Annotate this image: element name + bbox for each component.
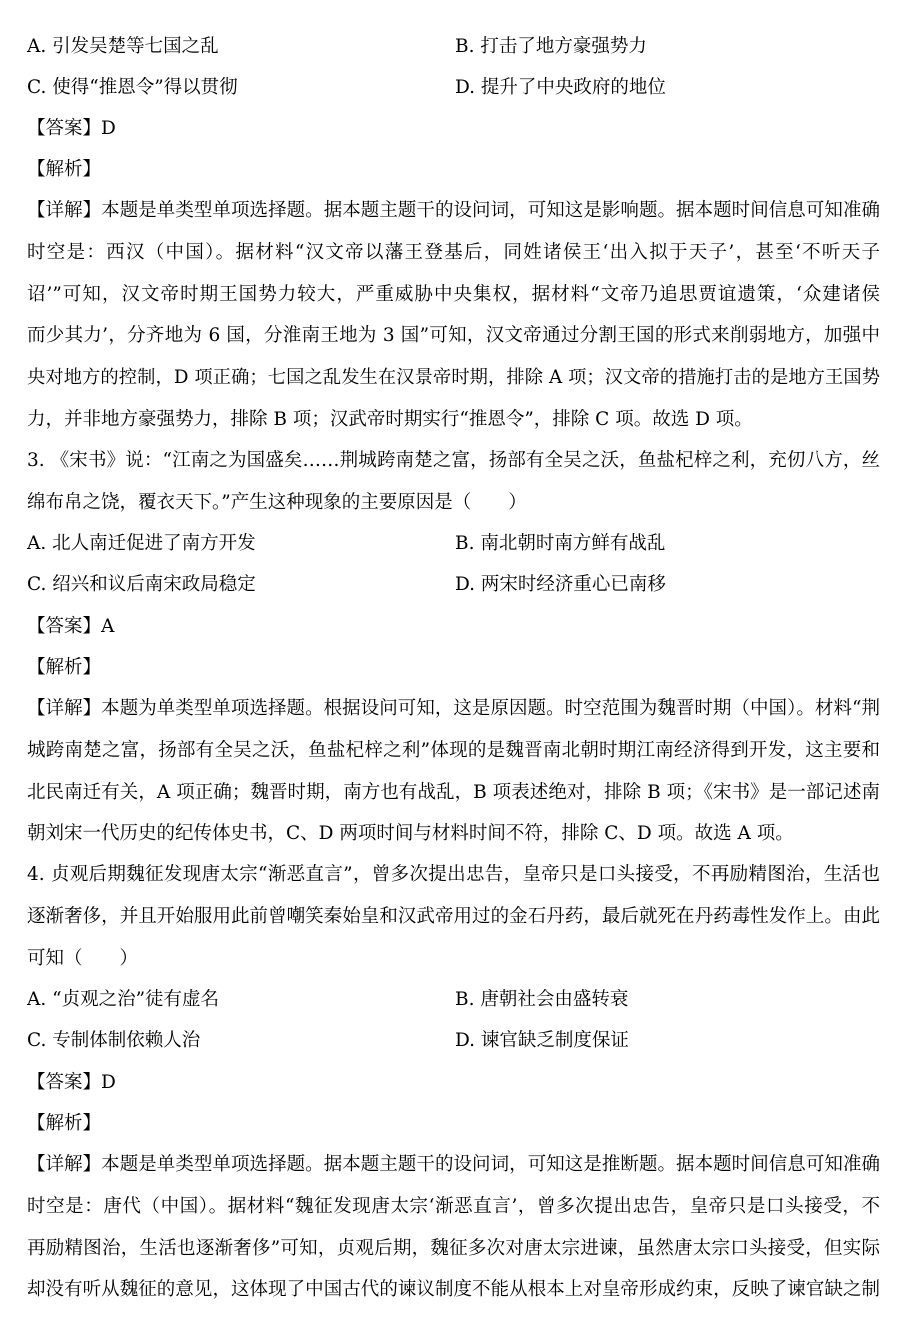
q3-detail-line: 城跨南楚之富，扬部有全吴之沃，鱼盐杞梓之利”体现的是魏晋南北朝时期江南经济得到开发，这主要和 [27,740,880,761]
q2-answer: 【答案】D [27,118,116,139]
q2-option-d: D. 提升了中央政府的地位 [455,77,666,98]
q2-detail-line: 而少其力’，分齐地为 6 国，分淮南王地为 3 国”可知，汉文帝通过分割王国的形式来削弱地方，加强中 [27,325,880,346]
q2-detail-line: 诏’”可知，汉文帝时期王国势力较大，严重威胁中央集权，据材料“文帝乃追思贾谊遗策，‘众建诸侯 [27,284,880,305]
q4-option-b: B. 唐朝社会由盛转衰 [455,989,629,1010]
q3-stem-line: 3. 《宋书》说：“江南之为国盛矣……荆城跨南楚之富，扬部有全吴之沃，鱼盐杞梓之利，充仞八方，丝 [27,450,880,471]
q4-detail-line: 却没有听从魏征的意见，这体现了中国古代的谏议制度不能从根本上对皇帝形成约束，反映了谏官缺之制 [27,1279,880,1300]
q3-detail-line: 【详解】本题为单类型单项选择题。根据设问可知，这是原因题。时空范围为魏晋时期（中国）。材料“荆 [27,698,880,719]
q4-stem-line: 可知（ ） [27,948,139,969]
q2-option-b: B. 打击了地方豪强势力 [455,36,647,57]
q4-stem-line: 逐渐奢侈，并且开始服用此前曾嘲笑秦始皇和汉武帝用过的金石丹药，最后就死在丹药毒性发作上。由此 [27,906,880,927]
q4-analysis-label: 【解析】 [27,1113,102,1134]
q2-option-c: C. 使得“推恩令”得以贯彻 [27,77,238,98]
q3-answer: 【答案】A [27,616,115,637]
q3-detail-line: 朝刘宋一代历史的纪传体史书，C、D 两项时间与材料时间不符，排除 C、D 项。故选 A 项。 [27,823,794,844]
q3-option-c: C. 绍兴和议后南宋政局稳定 [27,574,256,595]
q3-stem-line: 绵布帛之饶，覆衣天下。”产生这种现象的主要原因是（ ） [27,492,527,513]
q2-detail-line: 【详解】本题是单类型单项选择题。据本题主题干的设问词，可知这是影响题。据本题时间信息可知准确 [27,200,880,221]
q2-option-a: A. 引发吴楚等七国之乱 [27,36,219,57]
q3-analysis-label: 【解析】 [27,657,102,678]
q3-option-d: D. 两宋时经济重心已南移 [455,574,666,595]
q3-option-a: A. 北人南迁促进了南方开发 [27,533,256,554]
q2-detail-line: 时空是：西汉（中国）。据材料“汉文帝以藩王登基后，同姓诸侯王‘出入拟于天子’，甚至‘不听天子 [27,242,880,263]
q4-stem-line: 4. 贞观后期魏征发现唐太宗“渐恶直言”，曾多次提出忠告，皇帝只是口头接受，不再励精图治，生活也 [27,864,880,885]
q4-option-d: D. 谏官缺乏制度保证 [455,1030,629,1051]
q2-analysis-label: 【解析】 [27,159,102,180]
q4-option-a: A. “贞观之治”徒有虚名 [27,989,220,1010]
q4-detail-line: 再励精图治，生活也逐渐奢侈”可知，贞观后期，魏征多次对唐太宗进谏，虽然唐太宗口头接受，但实际 [27,1238,880,1259]
q4-detail-line: 时空是：唐代（中国）。据材料“魏征发现唐太宗‘渐恶直言’，曾多次提出忠告，皇帝只是口头接受，不 [27,1196,880,1217]
q3-detail-line: 北民南迁有关，A 项正确；魏晋时期，南方也有战乱，B 项表述绝对，排除 B 项；《宋书》是一部记述南 [27,782,880,803]
q4-option-c: C. 专制体制依赖人治 [27,1030,201,1051]
q2-detail-line: 力，并非地方豪强势力，排除 B 项；汉武帝时期实行“推恩令”，排除 C 项。故选 D 项。 [27,409,753,430]
q3-option-b: B. 南北朝时南方鲜有战乱 [455,533,666,554]
q4-detail-line: 【详解】本题是单类型单项选择题。据本题主题干的设问词，可知这是推断题。据本题时间信息可知准确 [27,1154,880,1175]
q4-answer: 【答案】D [27,1072,116,1093]
q2-detail-line: 央对地方的控制，D 项正确；七国之乱发生在汉景帝时期，排除 A 项；汉文帝的措施打击的是地方王国势 [27,367,880,388]
